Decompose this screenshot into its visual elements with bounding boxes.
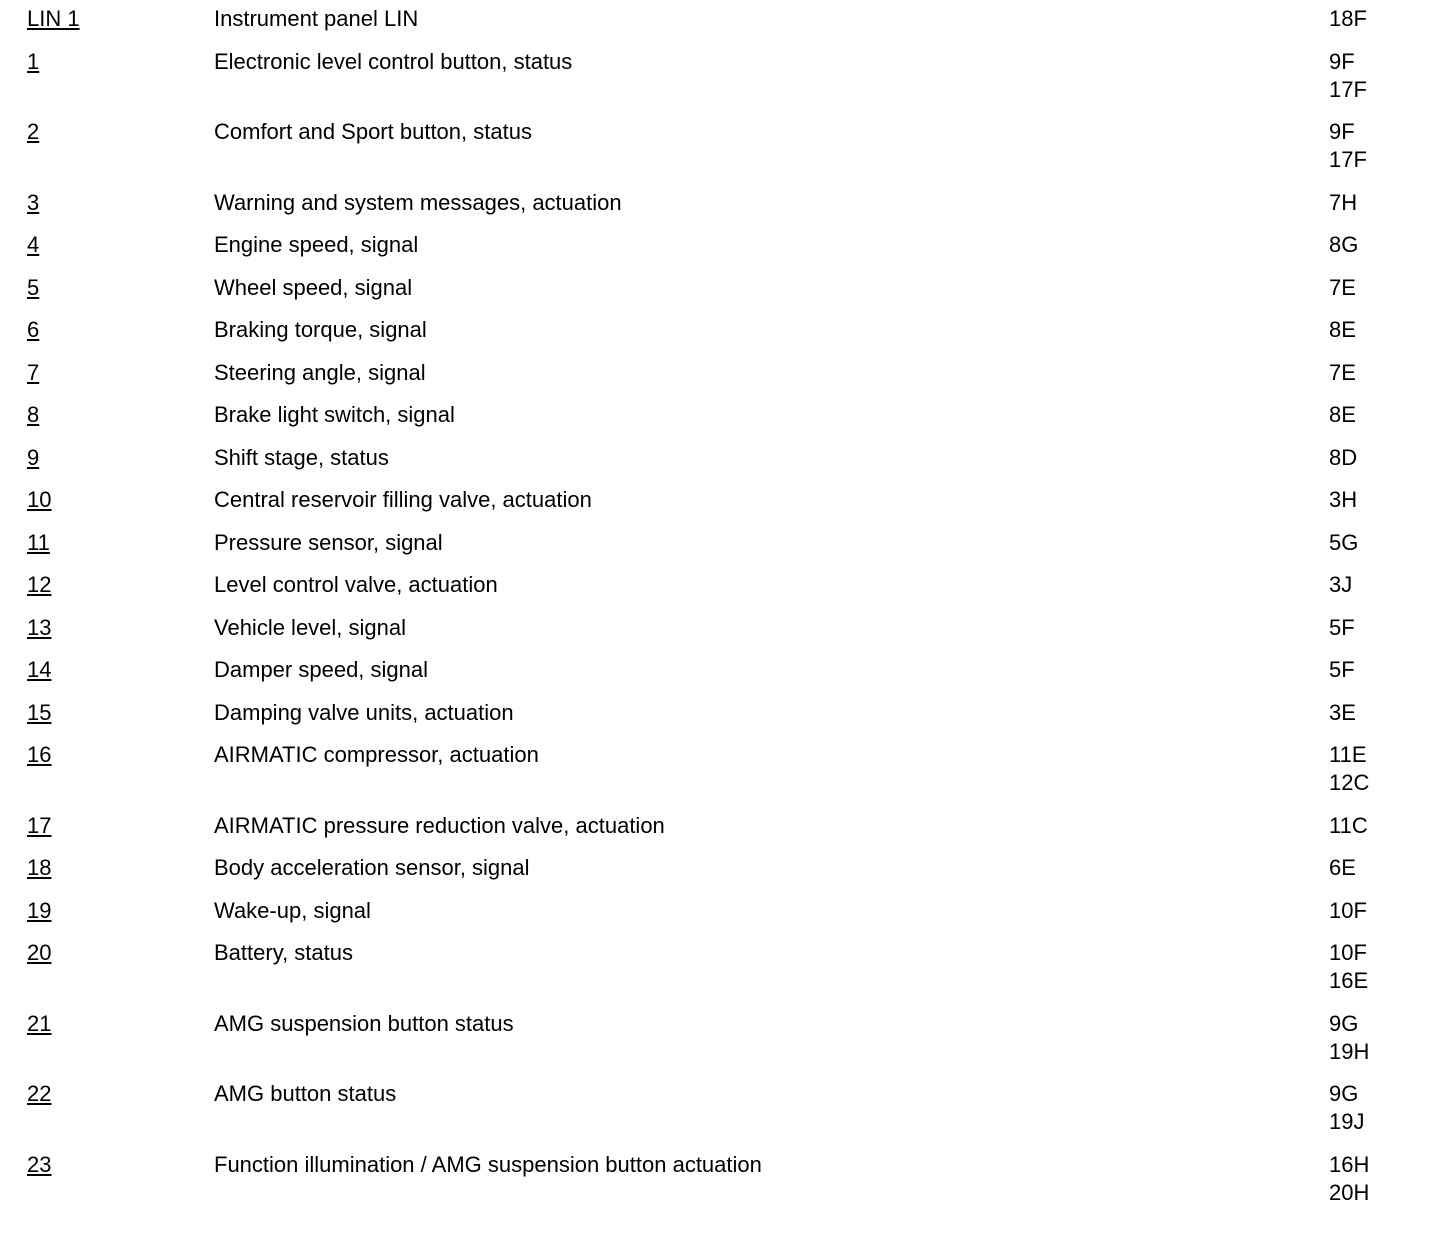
legend-row (0, 897, 1440, 925)
legend-description: Wheel speed, signal (214, 274, 413, 300)
legend-description: Shift stage, status (214, 444, 389, 470)
grid-reference: 8E (1329, 317, 1356, 342)
grid-reference-list (1329, 699, 1356, 727)
grid-reference: 12C (1329, 770, 1370, 795)
legend-description: Braking torque, signal (214, 317, 427, 342)
grid-reference: 17F (1329, 147, 1367, 172)
legend-description: Electronic level control button, status (214, 48, 573, 74)
legend-row (0, 486, 1440, 514)
legend-code-link[interactable]: 3 (27, 189, 40, 215)
grid-reference-list (1329, 1010, 1369, 1066)
legend-code-link[interactable]: 1 (27, 48, 40, 74)
legend-row (0, 529, 1440, 557)
legend-code-link[interactable]: 7 (27, 359, 40, 385)
grid-reference: 9F (1329, 119, 1355, 144)
grid-reference: 8E (1329, 402, 1356, 427)
grid-reference-list (1329, 444, 1357, 472)
grid-reference: 7E (1329, 274, 1356, 300)
grid-reference: 18F (1329, 6, 1367, 31)
legend-description: Vehicle level, signal (214, 614, 407, 640)
grid-reference-list (1329, 48, 1367, 104)
grid-reference: 7E (1329, 359, 1356, 385)
grid-reference-list (1329, 486, 1357, 514)
legend-code-link[interactable]: 22 (27, 1081, 52, 1106)
grid-reference-list (1329, 656, 1355, 684)
grid-reference: 11C (1329, 812, 1368, 838)
grid-reference-list (1329, 571, 1352, 599)
legend-code-link[interactable]: 9 (27, 444, 40, 470)
legend-description: AIRMATIC pressure reduction valve, actuation (214, 812, 665, 838)
grid-reference: 5F (1329, 614, 1355, 640)
legend-row (0, 939, 1440, 995)
legend-code-link[interactable]: 4 (27, 232, 40, 257)
legend-description: Damping valve units, actuation (214, 699, 514, 725)
grid-reference-list (1329, 741, 1369, 797)
grid-reference-list (1329, 274, 1356, 302)
legend-code-link[interactable]: LIN 1 (27, 6, 80, 31)
legend-row (0, 5, 1440, 33)
legend-code-link[interactable]: 16 (27, 742, 52, 767)
grid-reference: 7H (1329, 189, 1358, 215)
legend-row (0, 656, 1440, 684)
grid-reference: 9G (1329, 1081, 1359, 1106)
legend-description: Brake light switch, signal (214, 402, 455, 427)
grid-reference: 16E (1329, 968, 1369, 993)
grid-reference-list (1329, 401, 1356, 429)
grid-reference-list (1329, 189, 1357, 217)
legend-row (0, 699, 1440, 727)
grid-reference-list (1329, 231, 1358, 259)
legend-description: Battery, status (214, 940, 353, 965)
legend-code-link[interactable]: 18 (27, 855, 52, 880)
legend-code-link[interactable]: 20 (27, 940, 52, 965)
legend-code-link[interactable]: 14 (27, 657, 52, 682)
grid-reference-list (1329, 118, 1367, 174)
grid-reference-list (1329, 854, 1356, 882)
legend-row (0, 48, 1440, 104)
legend-code-link[interactable]: 5 (27, 274, 40, 300)
legend-row (0, 741, 1440, 797)
legend-code-link[interactable]: 17 (27, 812, 52, 838)
legend-code-link[interactable]: 15 (27, 699, 52, 725)
grid-reference-list (1329, 812, 1368, 840)
legend-row (0, 316, 1440, 344)
grid-reference-list (1329, 939, 1368, 995)
legend-description: Damper speed, signal (214, 657, 429, 682)
legend-code-link[interactable]: 6 (27, 317, 40, 342)
legend-table (0, 5, 1440, 1221)
legend-description: Central reservoir filling valve, actuation (214, 487, 592, 512)
grid-reference-list (1329, 897, 1367, 925)
legend-row (0, 812, 1440, 840)
legend-code-link[interactable]: 2 (27, 119, 40, 144)
grid-reference: 17F (1329, 76, 1367, 102)
legend-row (0, 189, 1440, 217)
legend-row (0, 274, 1440, 302)
legend-description: Function illumination / AMG suspension button actuation (214, 1151, 762, 1177)
grid-reference: 5G (1329, 529, 1359, 555)
grid-reference: 9G (1329, 1010, 1359, 1036)
grid-reference: 3J (1329, 572, 1353, 597)
grid-reference: 19J (1329, 1109, 1365, 1134)
grid-reference: 10F (1329, 940, 1367, 965)
legend-description: AIRMATIC compressor, actuation (214, 742, 539, 767)
legend-row (0, 1010, 1440, 1066)
grid-reference: 3H (1329, 487, 1358, 512)
legend-code-link[interactable]: 21 (27, 1010, 52, 1036)
grid-reference-list (1329, 5, 1367, 33)
legend-row (0, 614, 1440, 642)
legend-code-link[interactable]: 23 (27, 1151, 52, 1177)
grid-reference: 19H (1329, 1038, 1370, 1064)
grid-reference: 16H (1329, 1151, 1370, 1177)
legend-code-link[interactable]: 10 (27, 487, 52, 512)
legend-description: Comfort and Sport button, status (214, 119, 532, 144)
legend-row (0, 571, 1440, 599)
legend-row (0, 118, 1440, 174)
grid-reference-list (1329, 1080, 1364, 1136)
grid-reference: 20H (1329, 1179, 1370, 1205)
grid-reference-list (1329, 1151, 1369, 1207)
grid-reference-list (1329, 316, 1356, 344)
legend-description: Pressure sensor, signal (214, 529, 443, 555)
grid-reference: 8G (1329, 232, 1359, 257)
legend-description: Instrument panel LIN (214, 6, 419, 31)
legend-code-link[interactable]: 8 (27, 402, 40, 427)
legend-row (0, 854, 1440, 882)
legend-description: Engine speed, signal (214, 232, 419, 257)
legend-code-link[interactable]: 19 (27, 897, 52, 923)
legend-description: Body acceleration sensor, signal (214, 855, 530, 880)
legend-row (0, 231, 1440, 259)
grid-reference-list (1329, 529, 1358, 557)
grid-reference: 8D (1329, 444, 1358, 470)
legend-row (0, 359, 1440, 387)
legend-code-link[interactable]: 11 (27, 529, 50, 555)
grid-reference-list (1329, 359, 1356, 387)
grid-reference: 9F (1329, 48, 1355, 74)
legend-description: Steering angle, signal (214, 359, 426, 385)
legend-row (0, 1151, 1440, 1207)
grid-reference-list (1329, 614, 1355, 642)
legend-code-link[interactable]: 12 (27, 572, 52, 597)
grid-reference: 6E (1329, 855, 1356, 880)
legend-description: Level control valve, actuation (214, 572, 498, 597)
legend-row (0, 1080, 1440, 1136)
legend-row (0, 444, 1440, 472)
legend-description: AMG button status (214, 1081, 397, 1106)
legend-description: Wake-up, signal (214, 897, 371, 923)
grid-reference: 5F (1329, 657, 1355, 682)
grid-reference: 3E (1329, 699, 1356, 725)
legend-description: AMG suspension button status (214, 1010, 514, 1036)
grid-reference: 10F (1329, 897, 1367, 923)
legend-description: Warning and system messages, actuation (214, 189, 622, 215)
grid-reference: 11E (1329, 742, 1367, 767)
legend-code-link[interactable]: 13 (27, 614, 52, 640)
legend-row (0, 401, 1440, 429)
